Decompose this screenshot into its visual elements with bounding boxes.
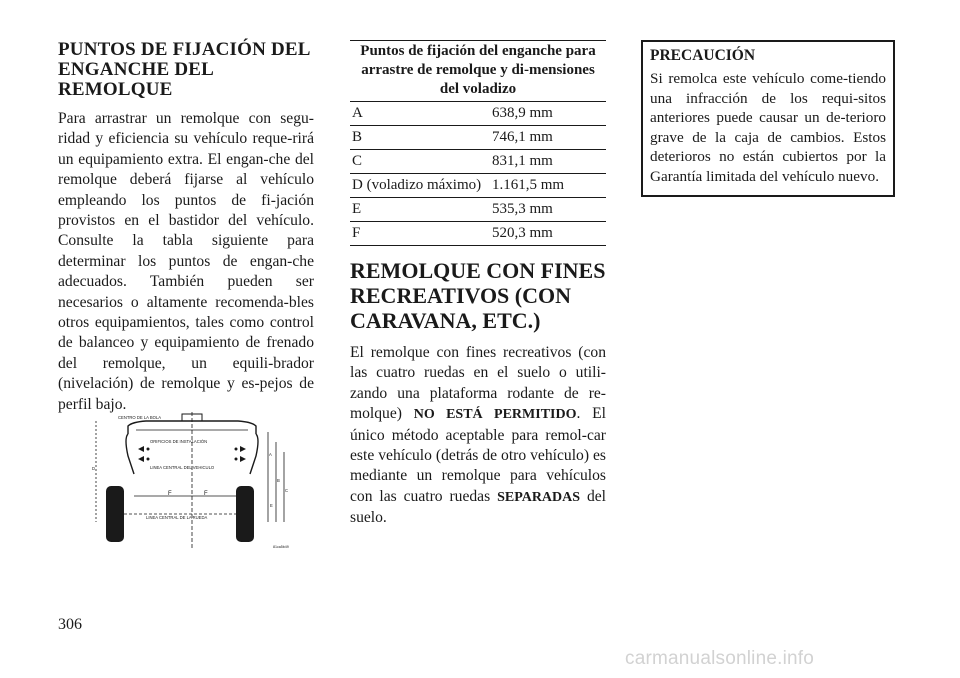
label-mounting-holes: ORIFICIOS DE INSTALACIÓN	[150, 439, 208, 444]
svg-text:A: A	[269, 452, 272, 457]
caution-text: Si remolca este vehículo come-tiendo una infracción de los requi-sitos anteriores puede causar un de-terioro grave de la caja de cambios. Estos deterioros no están cubiertos por la Garantía limitada del vehículo nuevo.	[650, 70, 886, 185]
table-header: Puntos de fijación del enganche para arrastre de remolque y di-mensiones del voladizo	[350, 41, 606, 102]
svg-text:C: C	[285, 488, 289, 493]
column-middle	[350, 40, 606, 529]
column-left	[58, 40, 314, 415]
not-permitted-emphasis: NO ESTÁ PERMITIDO	[413, 407, 577, 423]
page-number: 306	[58, 616, 82, 633]
table-row: F 520,3 mm	[350, 222, 606, 246]
label-vehicle-centerline: LINEA CENTRAL DEL VEHICULO	[150, 465, 215, 470]
table-row: D (voladizo máximo) 1.161,5 mm	[350, 174, 606, 198]
label-ball-center: CENTRO DE LA BOLA	[118, 415, 162, 420]
section-title-hitch-points: PUNTOS DE FIJACIÓN DEL ENGANCHE DEL REMOLQUE	[58, 39, 311, 100]
svg-text:F: F	[204, 491, 208, 497]
section-title-recreational-towing: REMOLQUE CON FINES RECREATIVOS (CON CARAVANA, ETC.)	[350, 258, 606, 333]
diagram-code: 81ca5b49	[273, 545, 289, 549]
svg-text:B: B	[277, 478, 280, 483]
table-row: A 638,9 mm	[350, 102, 606, 126]
hitch-diagram	[88, 412, 298, 550]
table-row: C 831,1 mm	[350, 150, 606, 174]
hitch-dimensions-table	[350, 40, 606, 246]
svg-text:D: D	[92, 466, 96, 471]
label-wheel-centerline: LINEA CENTRAL DE LA RUEDA	[146, 515, 208, 520]
svg-text:E: E	[270, 503, 273, 508]
table-row: B 746,1 mm	[350, 126, 606, 150]
table-row: E 535,3 mm	[350, 198, 606, 222]
caution-box	[641, 40, 895, 197]
separated-emphasis: SEPARADAS	[497, 489, 581, 505]
recreational-towing-paragraph: El remolque con fines recreativos (con las cuatro ruedas en el suelo o utili-zando una plataforma rodante de re-molque) NO ESTÁ PERMITIDO. El único método aceptable para remol-car este vehículo (detrás de otro vehículo) es mediante un remolque para vehículos con las cuatro ruedas SEPARADAS del suelo.	[350, 344, 607, 527]
hitch-points-paragraph: Para arrastrar un remolque con segu-ridad y eficiencia su vehículo reque-rirá un equipamiento extra. El engan-che del remolque deberá fijarse al vehículo empleando los puntos de fi-jación provistos en el bastidor del vehículo. Consulte la tabla siguiente para determinar los puntos de engan-che adecuados. También pueden ser necesarios o altamente recomenda-bles otros equipamientos, tales como control de balanceo y equipamiento de frenado del remolque, un equili-brador (nivelación) de remolque y es-pejos de perfil bajo.	[58, 110, 314, 413]
watermark: carmanualsonline.info	[625, 648, 815, 669]
column-right	[641, 40, 895, 197]
caution-title: PRECAUCIÓN	[650, 47, 756, 64]
svg-text:F: F	[168, 491, 172, 497]
